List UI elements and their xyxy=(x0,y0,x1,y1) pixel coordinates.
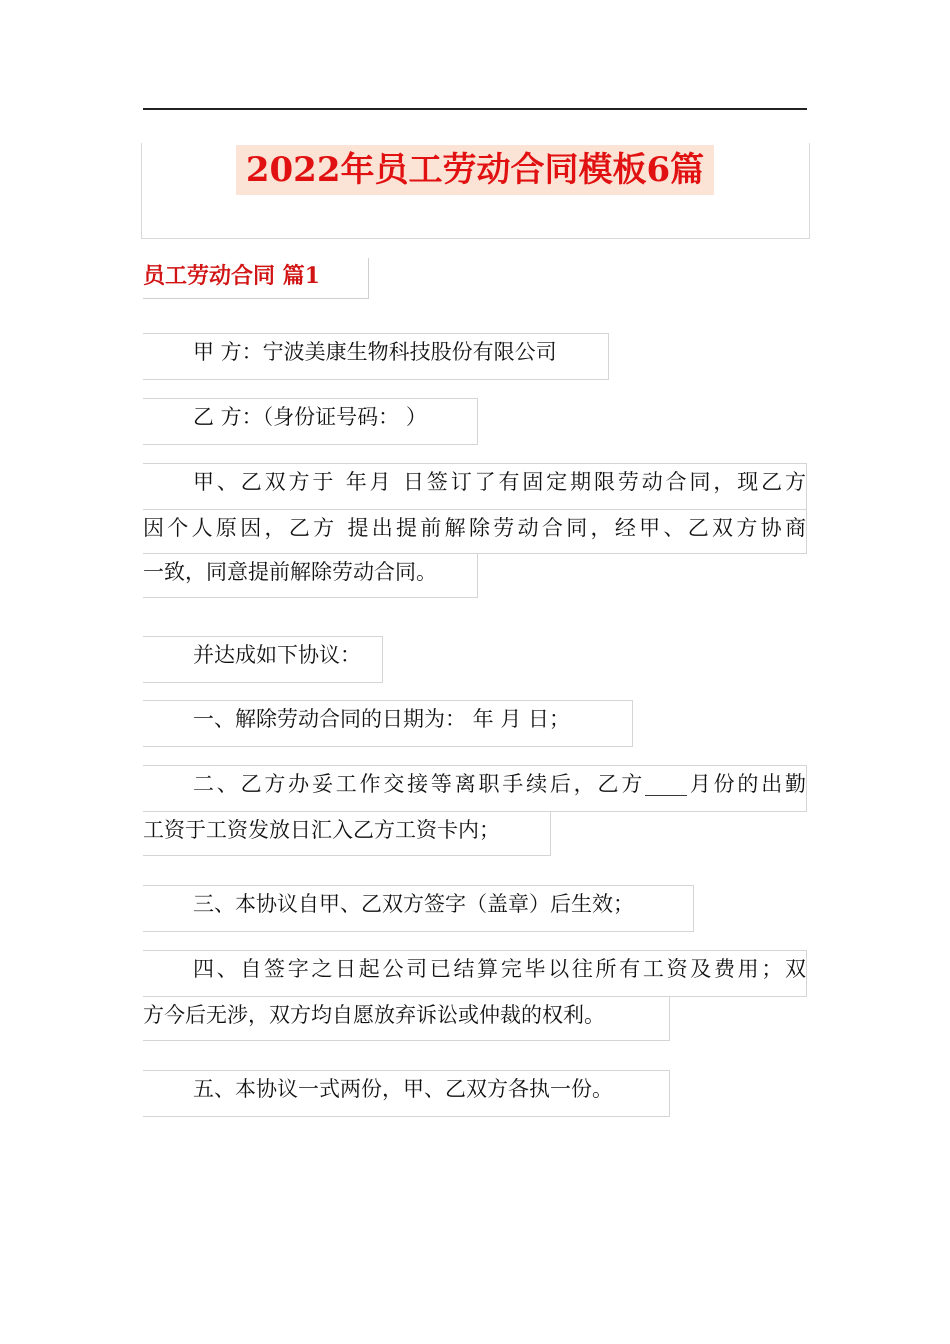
section-heading: 员工劳动合同 篇1 xyxy=(143,258,369,299)
paragraph-line: 五、本协议一式两份，甲、乙双方各执一份。 xyxy=(143,1070,670,1117)
paragraph-line: 并达成如下协议： xyxy=(143,636,383,683)
paragraph-line: 一、解除劳动合同的日期为： 年 月 日； xyxy=(143,700,633,747)
paragraph-line: 一致，同意提前解除劳动合同。 xyxy=(143,554,478,598)
party-a-paragraph xyxy=(143,333,609,380)
clause-3 xyxy=(143,885,694,932)
paragraph-line: 三、本协议自甲、乙双方签字（盖章）后生效； xyxy=(143,885,694,932)
document-title: 2022年员工劳动合同模板6篇 xyxy=(236,145,714,195)
top-rule xyxy=(143,108,807,110)
clause-4 xyxy=(143,950,807,1041)
paragraph-line: 因个人原因，乙方 提出提前解除劳动合同，经甲、乙双方协商 xyxy=(143,510,807,554)
agreement-lead-paragraph xyxy=(143,636,383,683)
paragraph-line: 甲 方：宁波美康生物科技股份有限公司 xyxy=(143,333,609,380)
paragraph-line: 方今后无涉，双方均自愿放弃诉讼或仲裁的权利。 xyxy=(143,997,670,1041)
paragraph-line: 四、自签字之日起公司已结算完毕以往所有工资及费用；双 xyxy=(143,950,807,997)
paragraph-line: 乙 方：（身份证号码： ） xyxy=(143,398,478,445)
clause-2 xyxy=(143,765,807,856)
paragraph-line: 工资于工资发放日汇入乙方工资卡内； xyxy=(143,812,551,856)
clause-5 xyxy=(143,1070,670,1117)
agreement-intro-paragraph xyxy=(143,463,807,598)
paragraph-line: 二、乙方办妥工作交接等离职手续后，乙方____月份的出勤 xyxy=(143,765,807,812)
paragraph-line: 甲、乙双方于 年月 日签订了有固定期限劳动合同，现乙方 xyxy=(143,463,807,510)
clause-1 xyxy=(143,700,633,747)
party-b-paragraph xyxy=(143,398,478,445)
